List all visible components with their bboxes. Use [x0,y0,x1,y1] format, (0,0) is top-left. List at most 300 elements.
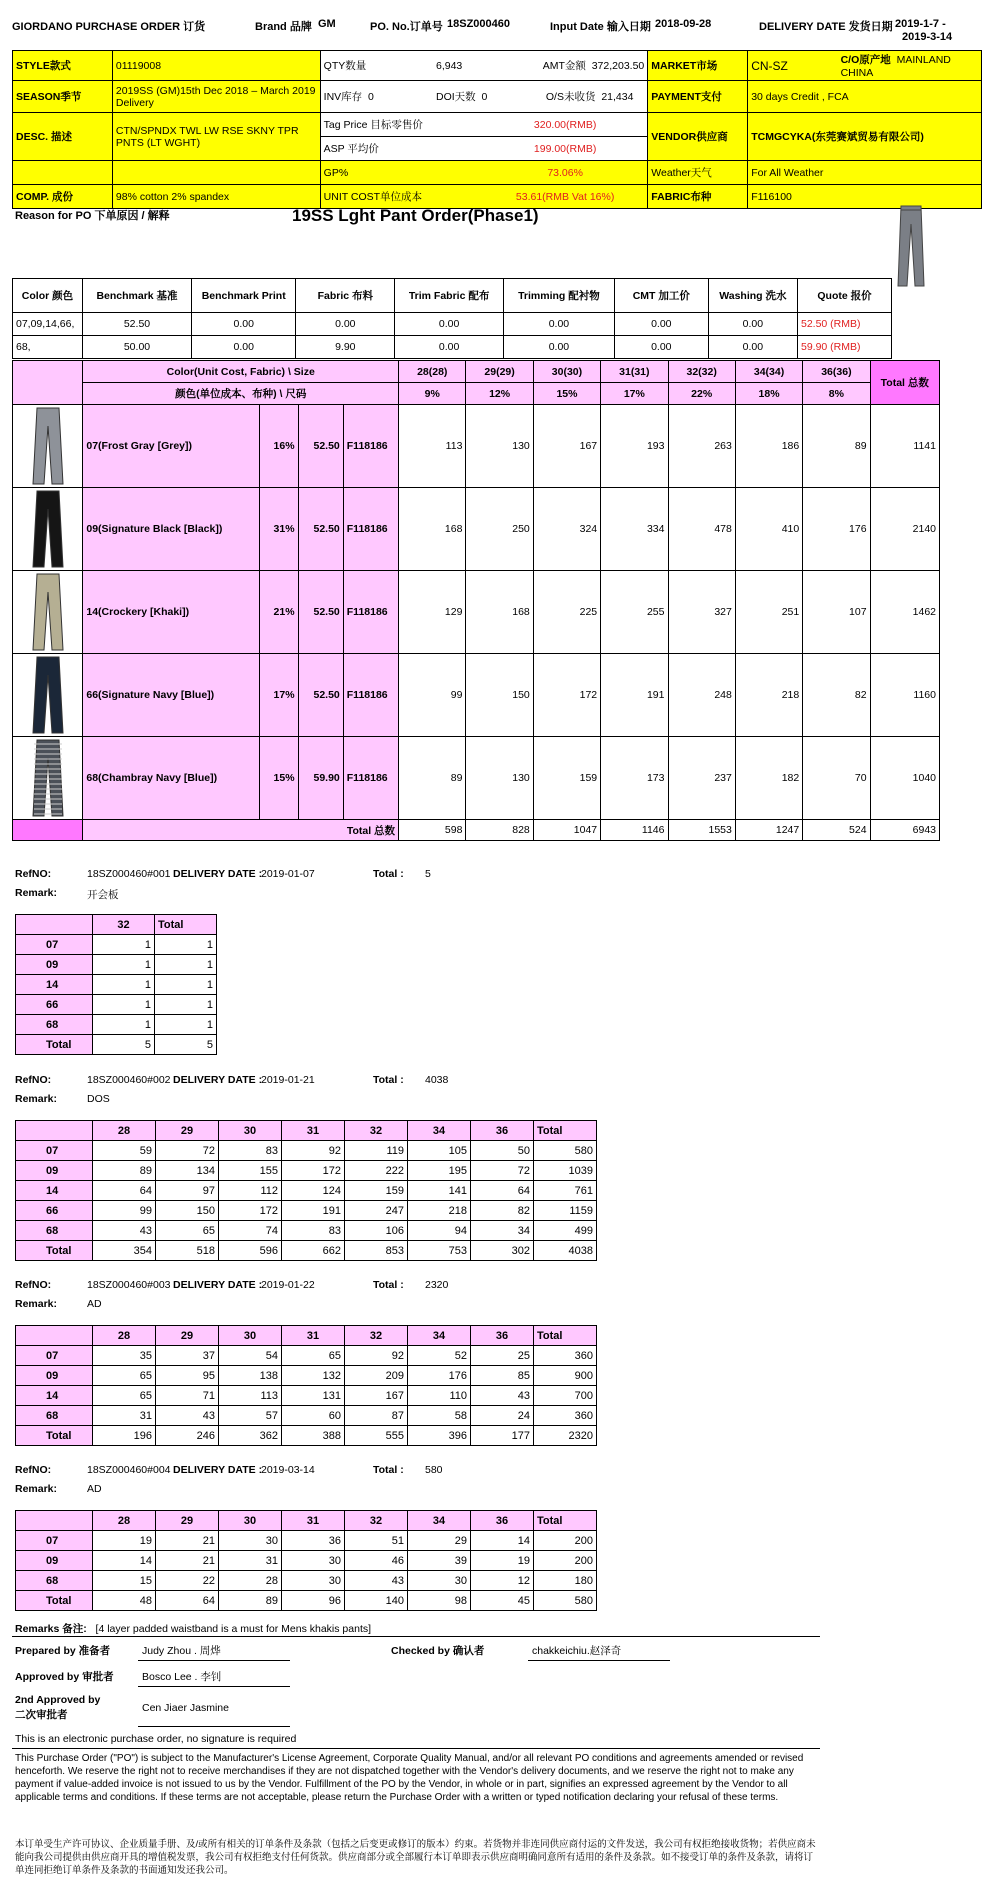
qty-cell: 168 [466,571,533,654]
benchmark-cell: 0.00 [614,313,708,336]
delivery-color: 09 [16,1161,93,1181]
delivery-qty: 362 [219,1426,282,1446]
delivery-size-header: 30 [219,1326,282,1346]
delivery-qty: 150 [156,1201,219,1221]
delivery-total-label: Total : [373,868,404,880]
delivery-color: Total [16,1035,93,1055]
delivery-remark: 开会板 [87,889,119,901]
delivery-qty: 1 [155,1015,217,1035]
delivery-qty: 64 [156,1591,219,1611]
delivery-qty: 5 [93,1035,155,1055]
delivery-row [16,1551,597,1571]
size-ratio: 22% [668,383,735,405]
delivery-qty: 83 [282,1221,345,1241]
delivery-remark-label: Remark: [15,887,58,899]
delivery-qty: 31 [93,1406,156,1426]
delivery-qty: 89 [93,1161,156,1181]
company-title: GIORDANO PURCHASE ORDER 订货 [12,21,206,33]
delivery-qty: 94 [408,1221,471,1241]
row-total: 1040 [870,737,939,820]
qty-cell: 248 [668,654,735,737]
delivery-qty: 19 [471,1551,534,1571]
delivery-qty: 65 [282,1346,345,1366]
delivery-qty: 753 [408,1241,471,1261]
remarks-label: Remarks 备注: [15,1623,87,1635]
delivery-color: 09 [16,1366,93,1386]
delivery-qty: 30 [408,1571,471,1591]
color-row [13,405,940,488]
delivery-total-label: Total : [373,1279,404,1291]
origin-value: MAINLAND CHINA [840,54,951,79]
delivery-remark: AD [87,1483,102,1495]
delivery-qty: 140 [345,1591,408,1611]
season-label: SEASON季节 [13,81,113,113]
delivery-qty: 700 [534,1386,597,1406]
delivery-qty: 65 [93,1366,156,1386]
qty-header-cn: 颜色(单位成本、布种) \ 尺码 [83,383,399,405]
size-total: 1047 [533,820,600,841]
delivery-qty: 222 [345,1161,408,1181]
delivery-qty: 64 [93,1181,156,1201]
tag-label: Tag Price 目标零售价 [320,113,483,137]
tag-value: 320.00(RMB) [483,113,648,137]
delivery-qty: 132 [282,1366,345,1386]
qty-cell: 82 [803,654,870,737]
desc-label: DESC. 描述 [13,113,113,161]
order-title: 19SS Lght Pant Order(Phase1) [292,206,539,225]
delivery-qty: 46 [345,1551,408,1571]
delivery-qty: 64 [471,1181,534,1201]
delivery-qty: 106 [345,1221,408,1241]
size-total: 1146 [601,820,668,841]
benchmark-header: Quote 报价 [797,279,891,313]
origin-label: C/O原产地 [840,54,891,66]
delivery-remark-label: Remark: [15,1093,58,1105]
size-total: 598 [399,820,466,841]
amt-label: AMT金额 [542,60,586,72]
delivery-row [16,1221,597,1241]
delivery-qty: 354 [93,1241,156,1261]
color-name: 07(Frost Gray [Grey]) [83,405,260,488]
color-fabric: F118186 [343,488,398,571]
qty-label: QTY数量 [320,51,433,81]
delivery-row [16,975,217,995]
delivery-size-header: 32 [345,1511,408,1531]
benchmark-header: Washing 洗水 [708,279,797,313]
total-header: Total 总数 [870,361,939,405]
delivery-qty: 200 [534,1551,597,1571]
delivery-total-header: Total [155,915,217,935]
qty-cell: 129 [399,571,466,654]
qty-cell: 334 [601,488,668,571]
benchmark-cell: 50.00 [82,336,191,359]
delivery-qty: 85 [471,1366,534,1386]
benchmark-cell: 68, [13,336,83,359]
qty-cell: 176 [803,488,870,571]
delivery-row [16,995,217,1015]
delivery-date-label: DELIVERY DATE : [173,1074,263,1086]
size-ratio: 8% [803,383,870,405]
delivery-qty: 59 [93,1141,156,1161]
delivery-qty: 853 [345,1241,408,1261]
pant-swatch-image [28,489,68,569]
delivery-qty: 37 [156,1346,219,1366]
size-header: 31(31) [601,361,668,383]
color-fabric: F118186 [343,405,398,488]
delivery-qty: 1 [93,995,155,1015]
delivery-color: 07 [16,1346,93,1366]
color-pct: 17% [260,654,298,737]
delivery-qty: 302 [471,1241,534,1261]
delivery-qty: 900 [534,1366,597,1386]
delivery-total: 4038 [425,1074,449,1086]
delivery-ref: 18SZ000460#003 [87,1279,171,1291]
amt-value: 372,203.50 [591,60,645,72]
delivery-qty: 24 [471,1406,534,1426]
delivery-qty: 1 [93,955,155,975]
delivery-color: 14 [16,1386,93,1406]
benchmark-header: Benchmark Print [192,279,296,313]
delivery-ref-label: RefNO: [15,1074,52,1086]
delivery-color: 07 [16,935,93,955]
delivery-meta [15,1074,615,1110]
qty-cell: 327 [668,571,735,654]
doi-label: DOI天数 [436,91,476,103]
delivery-qty: 34 [471,1221,534,1241]
delivery-row [16,1406,597,1426]
delivery-color: 68 [16,1221,93,1241]
delivery-row [16,1386,597,1406]
delivery-qty: 172 [282,1161,345,1181]
delivery-qty: 92 [345,1346,408,1366]
delivery-row [16,1571,597,1591]
delivery-qty: 25 [471,1346,534,1366]
delivery-qty: 43 [471,1386,534,1406]
benchmark-header: CMT 加工价 [614,279,708,313]
delivery-meta [15,1279,615,1315]
fabric-label: FABRIC布种 [648,185,748,209]
vendor-value: TCMGCYKA(东莞赛斌贸易有限公司) [748,113,982,161]
delivery-qty: 52 [408,1346,471,1366]
pant-swatch-image [28,406,68,486]
delivery-size-header: 32 [345,1121,408,1141]
delivery-total-header: Total [534,1326,597,1346]
brand-value: GM [318,18,336,30]
delivery-size-header: 32 [93,915,155,935]
delivery-date-label: DELIVERY DATE : [173,868,263,880]
delivery-qty: 72 [156,1141,219,1161]
qty-cell: 410 [735,488,802,571]
delivery-qty: 5 [155,1035,217,1055]
delivery-row [16,1015,217,1035]
benchmark-header: Trimming 配衬物 [503,279,614,313]
input-date-label: Input Date 输入日期 [550,21,651,33]
product-thumbnail [893,204,929,288]
delivery-qty: 177 [471,1426,534,1446]
delivery-size-header: 32 [345,1326,408,1346]
color-cost: 52.50 [298,654,343,737]
delivery-qty: 172 [219,1201,282,1221]
delivery-color: 68 [16,1015,93,1035]
delivery-size-header: 34 [408,1326,471,1346]
delivery-size-header: 29 [156,1511,219,1531]
color-name: 68(Chambray Navy [Blue]) [83,737,260,820]
delivery-date: 2019-03-14 [261,1464,315,1476]
delivery-total-label: Total : [373,1074,404,1086]
delivery-qty: 360 [534,1346,597,1366]
size-header: 29(29) [466,361,533,383]
delivery-qty: 1 [155,995,217,1015]
delivery-qty: 99 [93,1201,156,1221]
market-value: CN-SZ [748,51,838,81]
qty-cell: 250 [466,488,533,571]
unit-cost-value: 53.61(RMB Vat 16%) [483,185,648,209]
delivery-row [16,1035,217,1055]
delivery-qty: 1 [93,935,155,955]
brand-label: Brand 品牌 [255,21,312,33]
color-row [13,571,940,654]
delivery-row [16,1241,597,1261]
delivery-size-header: 30 [219,1121,282,1141]
delivery-qty: 45 [471,1591,534,1611]
benchmark-cell: 59.90 (RMB) [797,336,891,359]
benchmark-cell: 07,09,14,66, [13,313,83,336]
size-total: 1553 [668,820,735,841]
color-row [13,737,940,820]
qty-cell: 225 [533,571,600,654]
delivery-size-header: 28 [93,1121,156,1141]
color-row [13,654,940,737]
delivery-ref: 18SZ000460#001 [87,868,171,880]
delivery-date: 2019-01-22 [261,1279,315,1291]
delivery-color: 14 [16,1181,93,1201]
qty-cell: 167 [533,405,600,488]
remarks-row [15,1621,371,1636]
delivery-qty: 12 [471,1571,534,1591]
color-pct: 15% [260,737,298,820]
delivery-row [16,955,217,975]
benchmark-header: Fabric 布料 [296,279,395,313]
delivery-qty: 580 [534,1591,597,1611]
delivery-total-header: Total [534,1121,597,1141]
delivery-ref-label: RefNO: [15,1464,52,1476]
delivery-total: 2320 [425,1279,449,1291]
delivery-qty: 95 [156,1366,219,1386]
delivery-row [16,1366,597,1386]
row-total: 1160 [870,654,939,737]
fabric-value: F116100 [748,185,982,209]
color-pct: 21% [260,571,298,654]
delivery-qty: 580 [534,1141,597,1161]
color-name: 14(Crockery [Khaki]) [83,571,260,654]
qty-header-en: Color(Unit Cost, Fabric) \ Size [83,361,399,383]
delivery-date: 2019-01-07 [261,868,315,880]
qty-cell: 218 [735,654,802,737]
qty-cell: 324 [533,488,600,571]
asp-value: 199.00(RMB) [483,137,648,161]
qty-cell: 251 [735,571,802,654]
unit-cost-label: UNIT COST单位成本 [320,185,483,209]
delivery-size-header: 31 [282,1511,345,1531]
weather-value: For All Weather [748,161,982,185]
delivery-color: 68 [16,1571,93,1591]
delivery-qty: 761 [534,1181,597,1201]
benchmark-cell: 0.00 [296,313,395,336]
benchmark-cell: 0.00 [395,313,504,336]
delivery-qty: 54 [219,1346,282,1366]
quantity-table [12,360,940,841]
delivery-color: 68 [16,1406,93,1426]
delivery-qty: 1 [155,975,217,995]
asp-label: ASP 平均价 [320,137,483,161]
delivery-date-end: 2019-3-14 [902,31,953,43]
delivery-qty: 29 [408,1531,471,1551]
inv-label: INV库存 [323,91,363,103]
delivery-total-header: Total [534,1511,597,1531]
delivery-qty: 196 [93,1426,156,1446]
delivery-total: 5 [425,868,431,880]
checked-name: chakkeichiu.赵泽奇 [532,1645,622,1657]
delivery-qty: 22 [156,1571,219,1591]
electronic-note: This is an electronic purchase order, no signature is required [15,1733,297,1745]
qty-cell: 193 [601,405,668,488]
delivery-qty: 218 [408,1201,471,1221]
delivery-qty: 200 [534,1531,597,1551]
delivery-qty: 246 [156,1426,219,1446]
delivery-row [16,1346,597,1366]
delivery-qty: 48 [93,1591,156,1611]
delivery-ref-label: RefNO: [15,1279,52,1291]
delivery-qty: 113 [219,1386,282,1406]
delivery-qty: 36 [282,1531,345,1551]
size-header: 34(34) [735,361,802,383]
delivery-qty: 195 [408,1161,471,1181]
size-total: 1247 [735,820,802,841]
weather-label: Weather天气 [648,161,748,185]
approved-name: Bosco Lee . 李钊 [142,1671,222,1683]
delivery-qty: 112 [219,1181,282,1201]
vendor-label: VENDOR供应商 [648,113,748,161]
delivery-size-table [15,1510,597,1611]
reason-label: Reason for PO 下单原因 / 解释 [15,210,170,222]
delivery-qty: 14 [471,1531,534,1551]
delivery-ref: 18SZ000460#002 [87,1074,171,1086]
color-fabric: F118186 [343,571,398,654]
benchmark-cell: 0.00 [395,336,504,359]
delivery-size-header: 29 [156,1326,219,1346]
color-name: 66(Signature Navy [Blue]) [83,654,260,737]
delivery-qty: 131 [282,1386,345,1406]
delivery-qty: 159 [345,1181,408,1201]
delivery-qty: 21 [156,1551,219,1571]
comp-label: COMP. 成份 [13,185,113,209]
delivery-size-header: 30 [219,1511,282,1531]
qty-cell: 107 [803,571,870,654]
delivery-color: 09 [16,1551,93,1571]
delivery-color: Total [16,1591,93,1611]
benchmark-cell: 0.00 [708,336,797,359]
delivery-size-header: 36 [471,1326,534,1346]
benchmark-header: Trim Fabric 配布 [395,279,504,313]
color-cost: 52.50 [298,405,343,488]
delivery-qty: 96 [282,1591,345,1611]
delivery-qty: 39 [408,1551,471,1571]
delivery-size-header: 31 [282,1326,345,1346]
delivery-size-header: 34 [408,1511,471,1531]
delivery-qty: 83 [219,1141,282,1161]
delivery-qty: 87 [345,1406,408,1426]
qty-cell: 172 [533,654,600,737]
delivery-qty: 105 [408,1141,471,1161]
delivery-qty: 360 [534,1406,597,1426]
doi-value: 0 [481,91,488,103]
delivery-qty: 4038 [534,1241,597,1261]
delivery-qty: 1159 [534,1201,597,1221]
delivery-remark: AD [87,1298,102,1310]
delivery-date: 2019-01-21 [261,1074,315,1086]
color-name: 09(Signature Black [Black]) [83,488,260,571]
delivery-qty: 43 [156,1406,219,1426]
delivery-size-header: 28 [93,1326,156,1346]
pant-swatch-image [28,572,68,652]
delivery-qty: 14 [93,1551,156,1571]
delivery-size-table [15,914,217,1055]
delivery-row [16,1181,597,1201]
qty-cell: 173 [601,737,668,820]
delivery-row [16,1201,597,1221]
delivery-qty: 141 [408,1181,471,1201]
delivery-ref-label: RefNO: [15,868,52,880]
inv-value: 0 [368,91,374,103]
delivery-row [16,1426,597,1446]
delivery-row [16,1141,597,1161]
benchmark-cell: 9.90 [296,336,395,359]
delivery-ref: 18SZ000460#004 [87,1464,171,1476]
size-ratio: 15% [533,383,600,405]
color-cost: 52.50 [298,488,343,571]
benchmark-table [12,278,892,359]
size-header: 36(36) [803,361,870,383]
size-ratio: 18% [735,383,802,405]
totals-row [13,820,940,841]
delivery-qty: 209 [345,1366,408,1386]
benchmark-cell: 0.00 [708,313,797,336]
delivery-qty: 57 [219,1406,282,1426]
size-ratio: 9% [399,383,466,405]
size-header: 32(32) [668,361,735,383]
delivery-remark: DOS [87,1093,110,1105]
prepared-name: Judy Zhou . 周烨 [142,1645,221,1657]
delivery-size-header: 36 [471,1121,534,1141]
comp-value: 98% cotton 2% spandex [112,185,320,209]
delivery-size-header: 28 [93,1511,156,1531]
delivery-qty: 1 [93,1015,155,1035]
po-info-table [12,50,982,209]
delivery-row [16,1161,597,1181]
delivery-qty: 74 [219,1221,282,1241]
delivery-qty: 247 [345,1201,408,1221]
delivery-qty: 15 [93,1571,156,1591]
delivery-qty: 1039 [534,1161,597,1181]
qty-cell: 89 [399,737,466,820]
size-header: 30(30) [533,361,600,383]
delivery-qty: 51 [345,1531,408,1551]
row-total: 1141 [870,405,939,488]
po-number: 18SZ000460 [447,18,510,30]
delivery-size-table [15,1120,597,1261]
delivery-qty: 92 [282,1141,345,1161]
delivery-qty: 167 [345,1386,408,1406]
